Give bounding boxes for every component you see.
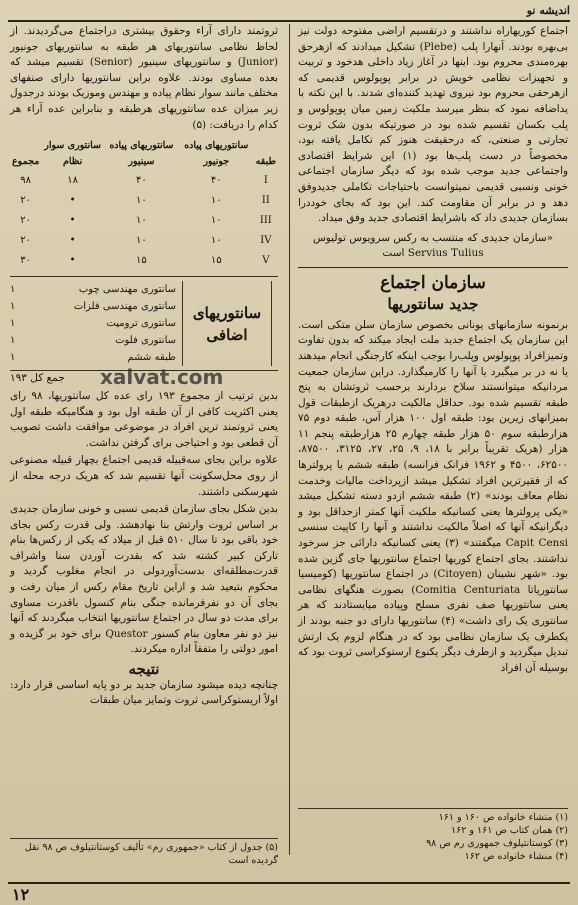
grand-total: جمع کل ۱۹۳ [10, 370, 278, 387]
top-rule [8, 20, 570, 22]
table-row [10, 250, 278, 270]
table-cell: ۴۰ [210, 174, 222, 186]
footnote: (۱) منشاء خانواده ص ۱۶۰ و ۱۶۱ [438, 812, 568, 823]
list-item-label: سانتوری مهندسی چوب [78, 284, 176, 296]
table-cell: • [69, 234, 76, 246]
left-body-paragraph: چنانچه دیده میشود سازمان جدید بر دو پایه اساسی قرار دارد: اولاً اریستوکراسی ثروت وتمایز میان طبقات [10, 678, 278, 707]
table-cell: ۱۰ [136, 214, 147, 226]
list-item-value: ۱ [10, 352, 16, 364]
watermark: xalvat.com [100, 365, 224, 389]
table-header: سانتوریهای پیاده سینیور [109, 140, 174, 167]
conclusion-heading: نتیجه [128, 660, 160, 679]
right-body-paragraph: برنمونه سازمانهای یونانی بخصوص سازمان سلن متکی است. این سازمان یک اجتماع جدید ملت ایجاد میکند که بدون تفاوت وتمیزافراد پوپولوس وپلب‌را بوجب اینکه کارجنگی انجام میدهند یا نه در بر میگیرد یا آنها را کارمیگذارد. دراین سازمان جمعیت مردانیکه میتوانستند سلاح بردارند برحسب ثروتشان به پنج طبقه تقسیم شده بود. حداقل مالکیت درهریک ازطبقات قول بمیزانهای زیرین بود: طبقه اول ۱۰۰ هزار آس، طبقه دوم ۷۵ هزارطبقه سوم ۵۰ هزار طبقه چهارم ۲۵ هزارطبقه پنجم ۱۱ هزار (هریک تقریباً برابر با ۱۸، ۹، ۲۵، ۲۷، ۳۱۲۵، ۸۷۵۰۰، ۶۲۵۰۰، ۴۵۰۰ و ۱۹۶۲ فرانک فرانسه) طبقه ششم یا پرولترها که از فقیرترین افراد تشکیل میشد ازپرداخت مالیات وخدمت نظام معاف بودند» (۲) طبقه ششم ازدو دسته تشکیل میشد «یکی پرولترها یعنی کسانیکه ملکیت آنها کمتر ازحداقل بود و دیگرانیکه آنها که اصلاً مالکیت نداشتند و آنها را کاپیت سنسی Capit Censi میگفتند» (۳) یعنی کسانیکه دارائی جز سرخود نداشتند. بجای اجتماع کوریها اجتماع سانتوریها جای گزین شده بود. «شهر نشینان (Citoyen) در اجتماع سانتوریها (کومیسیا سانتوریاتا Comitia Centuriata) بصورت هنگهای نظامی یعنی سانتوریها صف نفری مسلح وپیاده میایستادند که هر سانتوری یک رای داشت» (۴) سانتوریها دارای دو جنبه بودند از یکطرف یک سازمان نظامی بود که در هنگام لزوم یک ارتش تبدیل میگردید و ازطرف دیگر یکنوع ارستوکراسی ثروت بود که بوسیله آن افراد [298, 318, 569, 674]
table-row [10, 230, 278, 250]
table-header: سانتوریهای پیاده جونیور [184, 140, 249, 167]
table-cell: ۲۰ [20, 234, 32, 246]
list-item-label: طبقه ششم [127, 352, 176, 364]
table-cell: V [262, 254, 270, 266]
table-cell: ۱۰ [210, 234, 222, 246]
table-cell: ۱۸ [67, 174, 78, 186]
table-cell: • [69, 214, 76, 226]
table-row [10, 190, 278, 210]
section-subtitle: جدید سانتوریها [387, 294, 479, 313]
extra-centuries-box [10, 276, 278, 366]
table-cell: ۹۸ [20, 174, 32, 186]
table-header-row [10, 137, 278, 170]
table-header: سانتوری سوار نظام [44, 140, 101, 167]
left-body-paragraph: علاوه براین بجای سه‌قبیله قدیمی اجتماع بچهار قبیله مصنوعی از روی محل‌سکونت آنها تقسیم شد که هریک درجه محله از شهرسکنی داشتند. [10, 454, 278, 498]
list-item-label: سانتوری ترومپت [106, 318, 176, 330]
table-cell: • [69, 254, 76, 266]
table-cell: ۲۰ [20, 194, 32, 206]
page-number: ۱۲ [12, 885, 30, 904]
table-cell: ۱۵ [210, 254, 222, 266]
footnotes-left [10, 838, 278, 867]
table-cell: ۱۵ [136, 254, 147, 266]
list-item [10, 332, 176, 349]
table-cell: ۴۰ [136, 174, 147, 186]
extra-centuries-list [10, 281, 176, 366]
left-body-paragraph: بدین شکل بجای سازمان قدیمی نسبی و خونی سازمان جدیدی بر اساس ثروت وارتش بنا نهادهشد. ولی قدرت رکس بجای خود باقی بود تا سال ۵۱۰ قبل از میلاد که یکی از رکس‌ها بنام تارکن کبیر کشته شد که بقدرت آوردن سنا واشراف قدرت‌مطلقه‌ای بدست‌آوردولی در انجام مغلوب گردید و محکوم بتبعید شد و ازاین تاریخ مقام رکس از میان رفت و بجای آن دو نفرفرمانده جنگی بنام کنسول باقدرت مساوی برای مدت دو سال در اجتماع سانتوریها انتخاب میگردند که آنها نیز دو نفر معاون بنام کسنور Questor برای خود بر گزیده و امور دولتی را متفقاً اداره میکردند. [10, 503, 279, 656]
table-cell: ۱۰ [136, 234, 147, 246]
table-cell: ۱۰ [210, 214, 222, 226]
right-intro-paragraph: اجتماع کوریهاراه نداشتند و درتقسیم اراضی مفتوحه دولت نیز بی‌بهره بودند. آنهارا پلب (Plebe) تشکیل میدادند که ازهرحق بهره‌مندی محروم بود. اینها در آغاز زیاد داخلی هدخود و تربیت و تجهیزات نظامی خویش در برابر پوپولوس قدیمی که ازهرحقی محروم بود نیروی تهدید کننده‌ای شدند. با این نکته با یداضافه نمود که بنظر میرسد ملکیت زمین میان پوپولوس و پلب بکسان تقسیم شده بود در صورتیکه بدون شک ثروت تجارتی و صنعتی، که درحقیقت هنوز کم تکامل یافته بود، مخصوصاً در دست پلب‌ها بود (۱) این شرایط اقتصادی واجتماعی جدید موجب شده بود که دیگر سازمان اجتماعی خونی ونسبی قدیمی نمیتوانست باحتیاجات تکاملی جدیدوفق دهد و در برابر آن مقاومت کند. این بود که بجای خوددرا بسازمان جدیدی داد که باشرایط اقتصادی جدید وفق میداد. [298, 25, 568, 225]
list-item-value: ۱ [10, 301, 16, 313]
bottom-rule [8, 882, 570, 884]
table-cell: IV [260, 234, 272, 246]
quote-block: «سازمان جدیدی که منتسب به رکس سرویوس تولیوس Servius Tulius است [312, 231, 554, 259]
list-item [10, 315, 176, 332]
table-cell: ۲۰ [20, 214, 32, 226]
table-cell: I [263, 174, 268, 186]
table-row [10, 170, 278, 190]
footnote: (۲) همان کتاب ص ۱۶۱ و ۱۶۲ [451, 825, 568, 836]
list-item-value: ۱ [10, 318, 16, 330]
running-header: اندیشه نو [526, 4, 570, 17]
footnotes-right [298, 808, 568, 863]
column-divider [289, 24, 290, 855]
right-column [298, 24, 568, 678]
left-intro-paragraph: ثروتمند دارای آراء وحقوق بیشتری دراجتماع می‌گردیدند. از لحاظ نظامی سانتوریهای هر طبقه به سانتوریهای جونیور (Junior) و سانتوریهای سینیور (Senior) تقسیم میشد که بعده مساوی بودند. علاوه براین سانتوریها دارای صنفهای مختلف مانند سوار نظام پیاده و مهندس وموزیک بودند درجدول زیر میزان عده سانتوریهای هرطبقه و بنابراین عده آراء هر کدام را دریافت: (۵) [10, 25, 278, 131]
footnote: (۴) منشاء خانواده ص ۱۶۲ [464, 851, 568, 862]
list-item-value: ۱ [10, 284, 16, 296]
table-cell: • [69, 194, 76, 206]
table-cell: II [261, 194, 270, 206]
extra-centuries-title: سانتوریهای اضافی [182, 281, 272, 366]
table-cell: ۳۰ [20, 254, 32, 266]
list-item-label: سانتوری مهندسی فلزات [73, 301, 176, 313]
list-item-value: ۱ [10, 335, 16, 347]
table-header: مجموع [12, 155, 40, 167]
table-header: طبقه [255, 155, 276, 167]
footnote: (۳) کوستانتیلوف جمهوری رم ص ۹۸ [426, 838, 568, 849]
table-cell: ۱۰ [210, 194, 222, 206]
section-title: سازمان اجتماع [298, 267, 568, 294]
table-cell: ۱۰ [136, 194, 147, 206]
list-item [10, 298, 176, 315]
table-cell: III [259, 214, 272, 226]
list-item-label: سانتوری فلوت [115, 335, 176, 347]
list-item [10, 349, 176, 366]
centuries-table [10, 137, 278, 270]
left-body-paragraph: بدین ترتیب از مجموع ۱۹۳ رای عده کل سانتوریها، ۹۸ رای یعنی اکثریت کافی از آن طبقه اول بود و هنگامیکه طبقه اول یعنی ثروتمند ترین افراد در موضوعی موافقت داشت تصویب آن قطعی بود و احتیاجی برای گرفتن نداشت. [10, 389, 278, 449]
list-item [10, 281, 176, 298]
table-row [10, 210, 278, 230]
footnote: (۵) جدول از کتاب «جمهوری رم» تألیف کوستانتیلوف ص ۹۸ نقل گردیده است [24, 842, 278, 866]
